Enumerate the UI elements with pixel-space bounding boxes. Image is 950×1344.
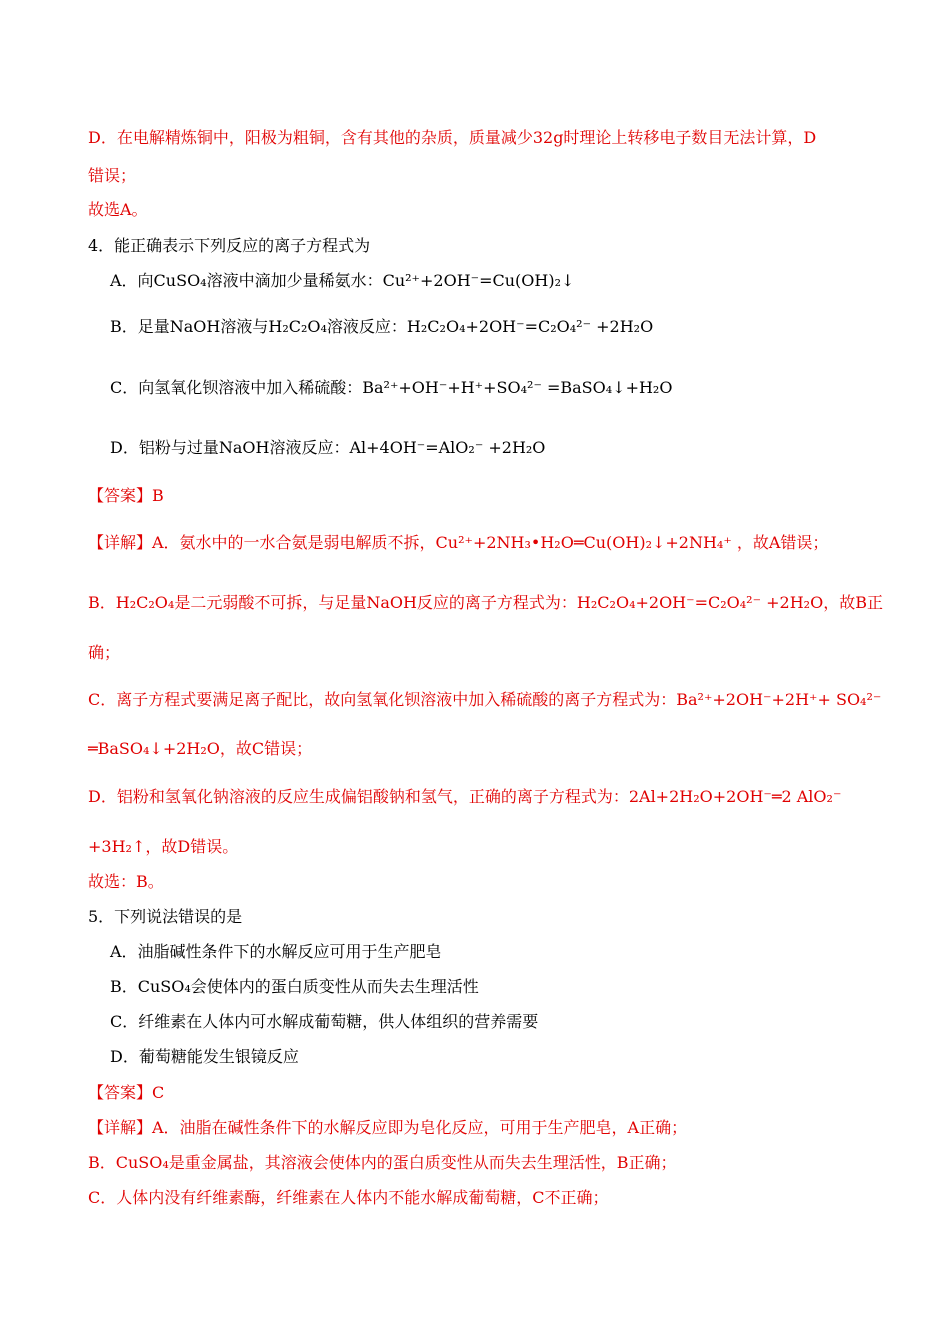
prev-choose-answer: 故选A。 — [88, 200, 148, 219]
question-5-option-d: D．葡萄糖能发生银镜反应 — [110, 1047, 299, 1066]
question-4-explanation-c-line1: C．离子方程式要满足离子配比，故向氢氧化钡溶液中加入稀硫酸的离子方程式为：Ba²⁺+2OH⁻+2H⁺+ SO₄²⁻ — [88, 690, 882, 709]
prev-explanation-d-line1: D．在电解精炼铜中，阳极为粗铜，含有其他的杂质，质量减少32g时理论上转移电子数目无法计算，D — [88, 128, 817, 147]
prev-explanation-d-line2: 错误； — [88, 166, 137, 185]
question-4-option-c: C．向氢氧化钡溶液中加入稀硫酸：Ba²⁺+OH⁻+H⁺+SO₄²⁻ =BaSO₄↓+H₂O — [110, 378, 673, 397]
question-4-explanation-d-line2: +3H₂↑，故D错误。 — [88, 837, 239, 856]
question-4-stem: 4．能正确表示下列反应的离子方程式为 — [88, 236, 371, 255]
question-4-option-b: B．足量NaOH溶液与H₂C₂O₄溶液反应：H₂C₂O₄+2OH⁻=C₂O₄²⁻ +2H₂O — [110, 317, 654, 336]
question-4-explanation-b-line2: 确； — [88, 643, 121, 662]
question-4-explanation-b-line1: B．H₂C₂O₄是二元弱酸不可拆，与足量NaOH反应的离子方程式为：H₂C₂O₄+2OH⁻=C₂O₄²⁻ +2H₂O，故B正 — [88, 593, 883, 612]
question-5-stem: 5．下列说法错误的是 — [88, 907, 243, 926]
question-5-explanation-c: C．人体内没有纤维素酶，纤维素在人体内不能水解成葡萄糖，C不正确； — [88, 1188, 609, 1207]
question-5-explanation-a: 【详解】A．油脂在碱性条件下的水解反应即为皂化反应，可用于生产肥皂，A正确； — [88, 1118, 688, 1137]
question-5-explanation-b: B．CuSO₄是重金属盐，其溶液会使体内的蛋白质变性从而失去生理活性，B正确； — [88, 1153, 677, 1172]
question-5-option-a: A．油脂碱性条件下的水解反应可用于生产肥皂 — [110, 942, 442, 961]
question-5-answer: 【答案】C — [88, 1083, 165, 1102]
question-5-option-c: C．纤维素在人体内可水解成葡萄糖，供人体组织的营养需要 — [110, 1012, 539, 1031]
question-4-answer: 【答案】B — [88, 486, 164, 505]
question-4-explanation-a: 【详解】A．氨水中的一水合氨是弱电解质不拆，Cu²⁺+2NH₃•H₂O═Cu(OH)₂↓+2NH₄⁺ ，故A错误； — [88, 533, 829, 552]
question-5-option-b: B．CuSO₄会使体内的蛋白质变性从而失去生理活性 — [110, 977, 479, 996]
question-4-explanation-c-line2: ═BaSO₄↓+2H₂O，故C错误； — [88, 739, 313, 758]
question-4-option-a: A．向CuSO₄溶液中滴加少量稀氨水：Cu²⁺+2OH⁻=Cu(OH)₂↓ — [110, 271, 575, 290]
question-4-explanation-d-line1: D．铝粉和氢氧化钠溶液的反应生成偏铝酸钠和氢气，正确的离子方程式为：2Al+2H₂O+2OH⁻═2 AlO₂⁻ — [88, 787, 842, 806]
question-4-option-d: D．铝粉与过量NaOH溶液反应：Al+4OH⁻=AlO₂⁻ +2H₂O — [110, 438, 546, 457]
question-4-choose: 故选：B。 — [88, 872, 164, 891]
